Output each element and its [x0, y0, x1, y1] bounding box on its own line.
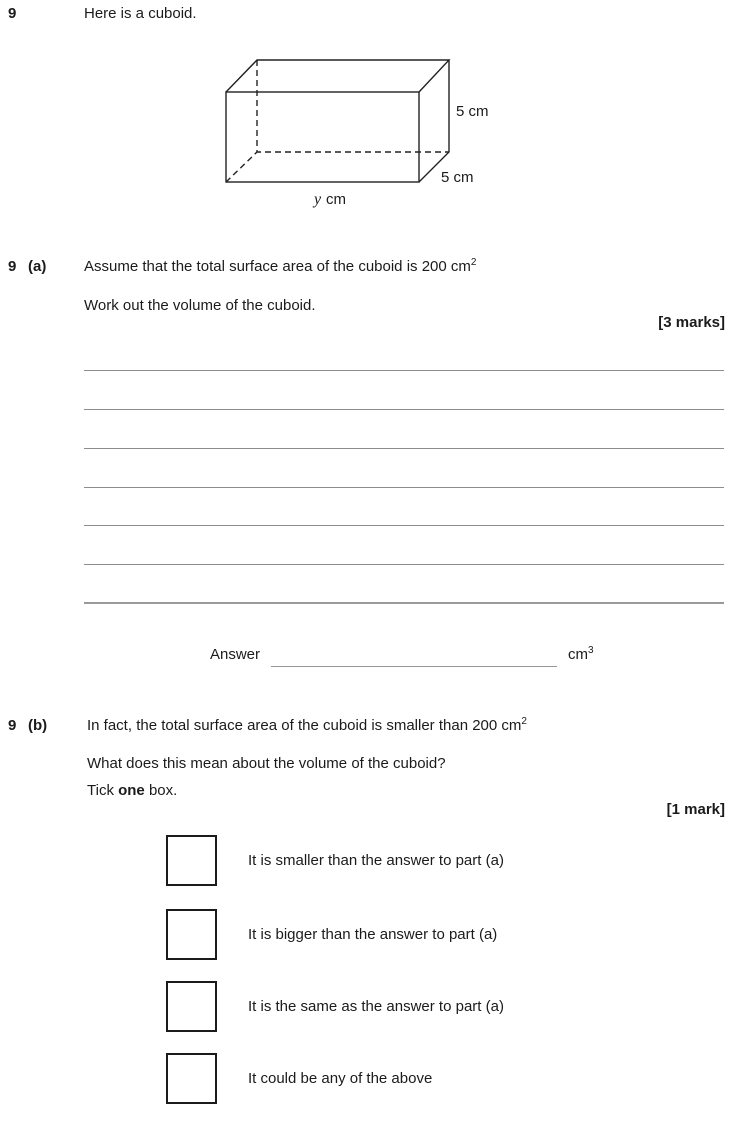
cuboid-front-face [226, 92, 419, 182]
tick-instruction-bold: one [118, 782, 145, 799]
option-checkbox-same[interactable] [166, 981, 217, 1032]
part-a-marks-badge: [3 marks] [658, 314, 725, 331]
part-a-statement [84, 258, 476, 275]
cuboid-height-label: 5 cm [456, 103, 489, 120]
part-a-statement-superscript: 2 [470, 257, 477, 268]
option-label-bigger: It is bigger than the answer to part (a) [248, 926, 498, 943]
option-label-any: It could be any of the above [248, 1070, 433, 1087]
cuboid-edges [226, 60, 449, 182]
part-b-label: (b) [28, 717, 48, 734]
working-line [84, 525, 724, 526]
answer-unit [568, 646, 594, 663]
option-checkbox-any[interactable] [166, 1053, 217, 1104]
option-checkbox-smaller[interactable] [166, 835, 217, 886]
cuboid-diagram [210, 48, 510, 216]
part-a-question-number: 9 [8, 258, 17, 275]
part-b-marks-badge: [1 mark] [666, 801, 725, 818]
cuboid-hidden-edge-diagonal [226, 152, 257, 182]
working-line [84, 487, 724, 488]
part-b-statement-superscript: 2 [521, 716, 527, 727]
option-checkbox-bigger[interactable] [166, 909, 217, 960]
part-b-question-text: What does this mean about the volume of the cuboid? [87, 755, 446, 772]
cuboid-width-label-unit: cm [326, 191, 346, 208]
cuboid-top-face [226, 60, 449, 92]
part-b-question-number: 9 [8, 717, 17, 734]
part-b-tick-instruction [87, 782, 177, 799]
question-intro: Here is a cuboid. [84, 5, 197, 22]
cuboid-depth-label: 5 cm [441, 169, 474, 186]
cuboid-right-face [419, 60, 449, 182]
question-number: 9 [8, 5, 17, 22]
working-line [84, 448, 724, 449]
part-a-statement-text: Assume that the total surface area of the cuboid is 200 cm [84, 258, 471, 275]
option-label-same: It is the same as the answer to part (a) [248, 998, 504, 1015]
cuboid-width-label-variable: y [314, 191, 322, 208]
option-label-smaller: It is smaller than the answer to part (a) [248, 852, 504, 869]
working-line [84, 602, 724, 604]
answer-blank-field[interactable] [271, 650, 557, 667]
part-b-statement [87, 717, 527, 734]
part-a-label: (a) [28, 258, 47, 275]
working-line [84, 409, 724, 410]
answer-unit-superscript: 3 [588, 645, 594, 656]
tick-instruction-suffix: box. [144, 782, 178, 799]
working-line [84, 370, 724, 371]
cuboid-hidden-edges [257, 60, 449, 152]
answer-unit-text: cm [568, 646, 588, 663]
working-line [84, 564, 724, 565]
part-a-instruction: Work out the volume of the cuboid. [84, 297, 316, 314]
tick-instruction-prefix: Tick [87, 782, 119, 799]
answer-label: Answer [210, 646, 261, 663]
part-b-statement-text: In fact, the total surface area of the cuboid is smaller than 200 cm [87, 717, 522, 734]
